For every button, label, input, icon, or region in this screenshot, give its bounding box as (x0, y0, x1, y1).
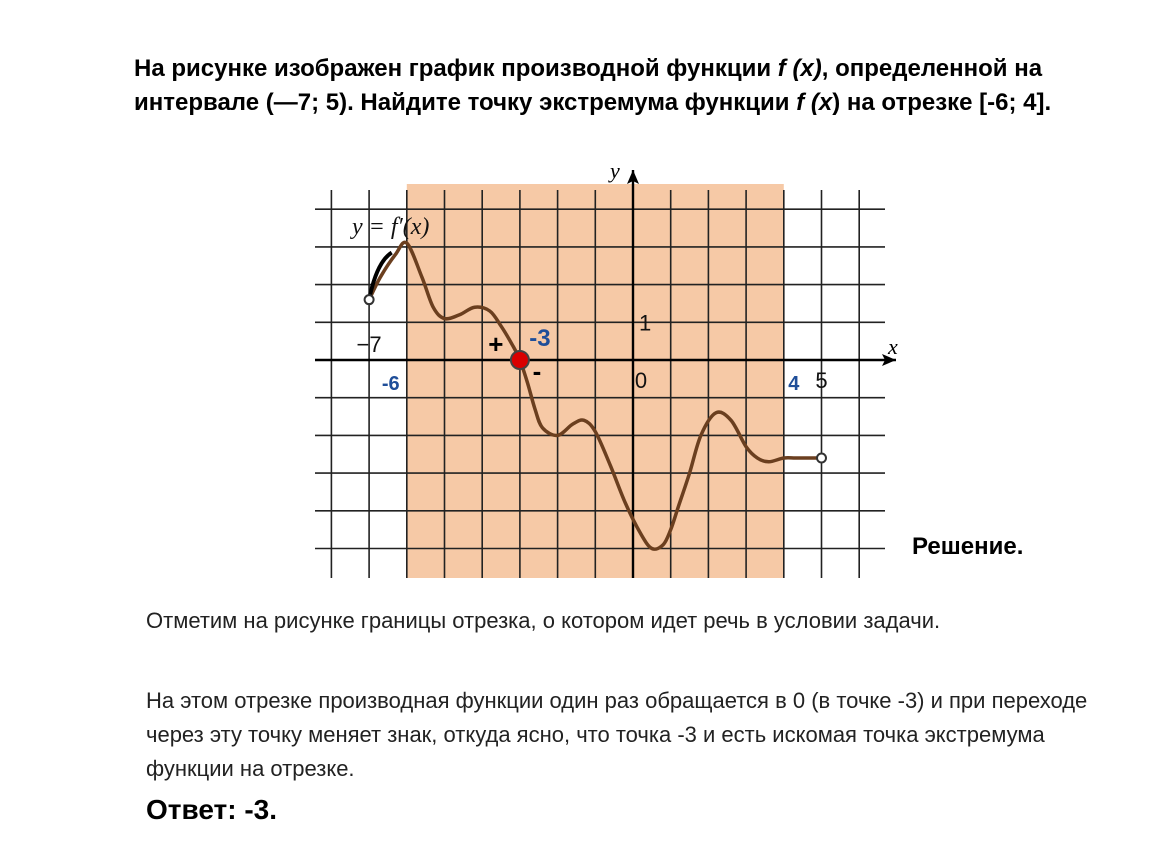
problem-text-3: ) на отрезке [-6; 4]. (832, 89, 1052, 116)
function-label: y = f′(x) (352, 214, 430, 240)
function-f-2: f (x (796, 89, 833, 116)
solution-paragraph-2: На этом отрезке производная функции один раз обращается в 0 (в точке -3) и при переходе через эту точку меняет знак, откуда ясно, что точка -3 и есть искомая точка экстремума функции на отрезке. (146, 688, 1088, 781)
x-tick-label: −7 (356, 332, 382, 357)
answer: Ответ: -3. (146, 794, 278, 825)
function-f-1: f (x) (777, 55, 822, 82)
x-axis-label: x (888, 334, 898, 359)
y-tick-label: 1 (639, 310, 652, 336)
minus-sign: - (532, 356, 542, 386)
plus-sign: + (488, 329, 504, 359)
segment-end-label: 4 (788, 373, 800, 395)
solution-title: Решение. (912, 533, 1024, 560)
solution-paragraph-1: Отметим на рисунке границы отрезка, о котором идет речь в условии задачи. (146, 608, 941, 633)
x-tick-label: 0 (634, 368, 648, 393)
segment-start-label: -6 (381, 373, 400, 395)
y-axis-label: y (610, 158, 620, 183)
extremum-point (511, 351, 529, 369)
open-endpoint (365, 295, 374, 304)
problem-text-1: На рисунке изображен график производной функции (134, 55, 778, 82)
extremum-label: -3 (529, 325, 551, 352)
problem-statement (134, 52, 1094, 120)
x-tick-label: 5 (815, 368, 828, 393)
open-endpoint (817, 454, 826, 463)
problem-text-2: , определенной на интервале (—7; 5). Найдите точку экстремума функции (134, 55, 1043, 116)
derivative-graph (300, 150, 900, 582)
